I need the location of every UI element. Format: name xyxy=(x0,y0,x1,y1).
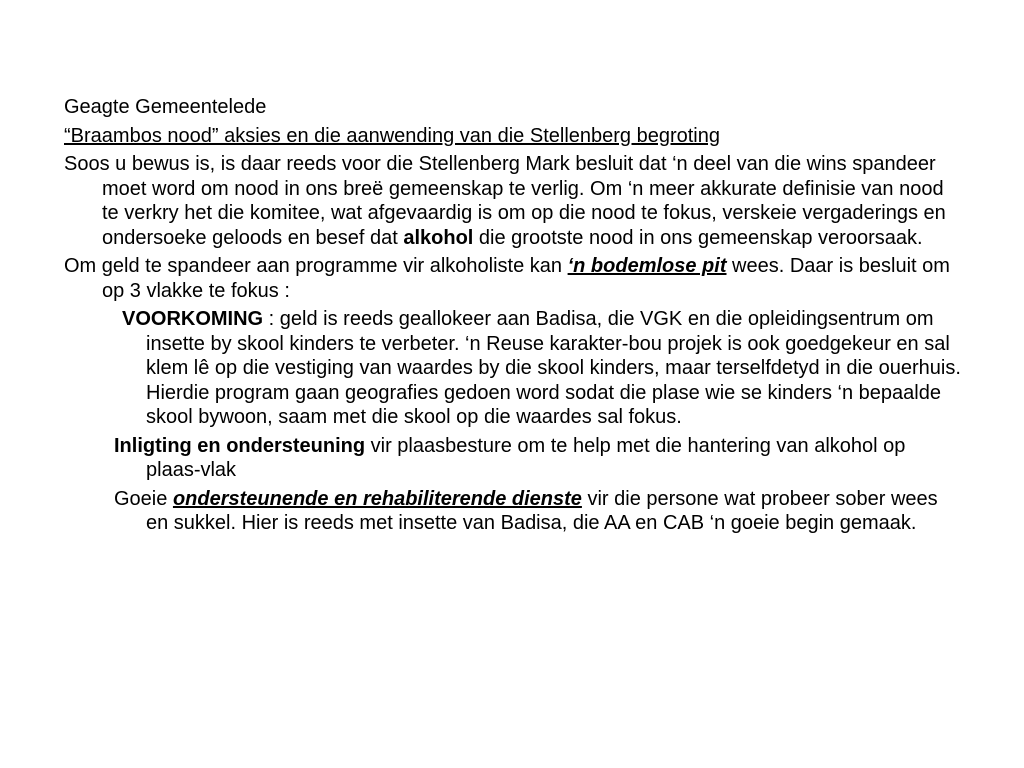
subject-text: “Braambos nood” aksies en die aanwending van die Stellenberg begroting xyxy=(64,124,720,147)
paragraph-intro-bold: alkohol xyxy=(403,226,474,249)
salutation xyxy=(64,95,964,120)
slide-body xyxy=(64,95,964,538)
paragraph-intro-text-1: Soos u bewus is, is daar reeds voor die Stellenberg Mark besluit dat ‘n deel van die wins spandeer moet word om nood in ons breë gemeenskap te verlig. Om ‘n meer akkurate definisie van nood te verkry het die komitee, wat afgevaardig is om op die nood te fokus, verskeie vergaderings en ondersoeke geloods en besef dat xyxy=(64,153,946,249)
level-prevention-heading: VOORKOMING xyxy=(122,308,264,330)
paragraph-intro xyxy=(64,152,964,250)
level-prevention-text: : geld is reeds geallokeer aan Badisa, die VGK en die opleidingsentrum om insette by skool kinders te verbeter. ‘n Reuse karakter-bou projek is ook goedgekeur en sal klem lê op die vestiging van waardes by die skool kinders, maar terselfdetyd in die ouerhuis. Hierdie program gaan geografies gedoen word sodat die plase wie se kinders ‘n bepaalde skool bywoon, saam met die skool op die waardes sal fokus. xyxy=(146,308,961,428)
paragraph-programs-text-2: wees. Daar is besluit om op 3 vlakke te fokus : xyxy=(102,255,950,302)
paragraph-programs-text-1: Om geld te spandeer aan programme vir alkoholiste kan xyxy=(64,255,568,277)
paragraph-intro-text-2: die grootste nood in ons gemeenskap veroorsaak. xyxy=(473,226,923,249)
salutation-text: Geagte Gemeentelede xyxy=(64,96,267,118)
paragraph-programs-emphasis: ‘n bodemlose pit xyxy=(567,255,727,277)
paragraph-programs xyxy=(64,254,964,303)
level-information-text: vir plaasbesture om te help met die hantering van alkohol op plaas-vlak xyxy=(146,434,906,481)
level-support-emphasis: ondersteunende en rehabiliterende dienste xyxy=(172,487,582,510)
level-support-text-1: Goeie xyxy=(114,487,173,510)
level-prevention xyxy=(122,307,964,430)
level-information xyxy=(114,434,964,483)
level-support xyxy=(114,487,964,536)
level-information-heading: Inligting en ondersteuning xyxy=(114,434,366,457)
level-support-text-2: vir die persone wat probeer sober wees en sukkel. Hier is reeds met insette van Badisa, die AA en CAB ‘n goeie begin gemaak. xyxy=(146,487,938,534)
subject-line xyxy=(64,124,964,149)
